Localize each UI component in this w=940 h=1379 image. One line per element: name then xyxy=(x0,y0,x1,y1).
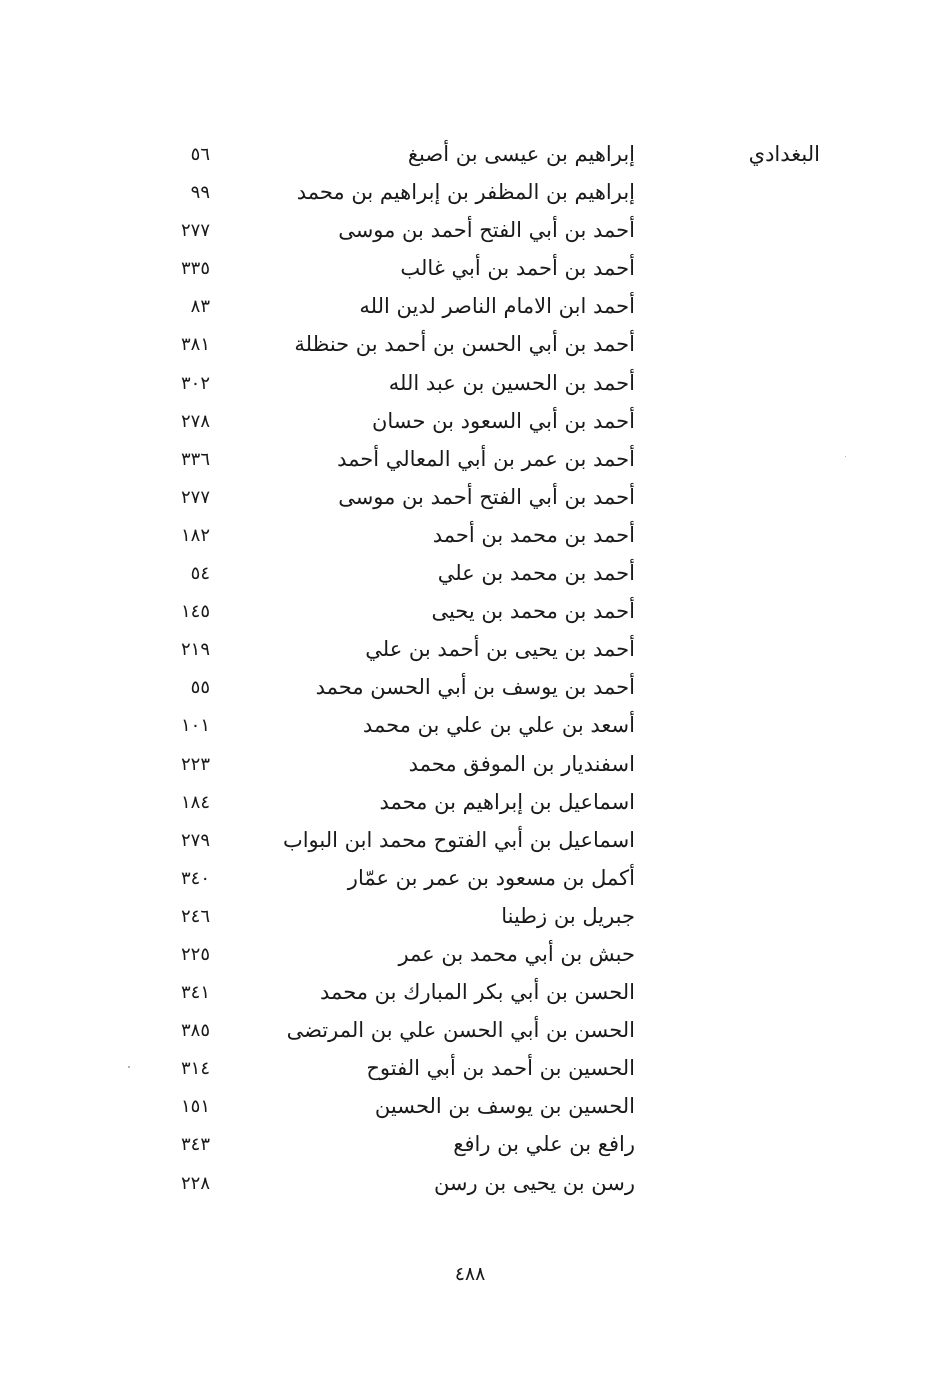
index-entry xyxy=(150,938,635,976)
entry-name: الحسن بن أبي الحسن علي بن المرتضى xyxy=(286,1018,635,1043)
index-entry xyxy=(150,862,635,900)
entry-name: الحسن بن أبي بكر المبارك بن محمد xyxy=(320,980,635,1005)
entry-name: إبراهيم بن عيسى بن أصبغ xyxy=(407,142,635,166)
index-entry xyxy=(150,443,635,481)
index-entry xyxy=(150,328,635,366)
entry-page-ref: ١٨٤ xyxy=(180,791,210,813)
index-entry xyxy=(150,976,635,1014)
entry-page-ref: ٣٠٢ xyxy=(180,372,210,394)
entry-name: جبريل بن زطينا xyxy=(501,903,635,928)
index-entry xyxy=(150,671,635,709)
entry-name: إبراهيم بن المظفر بن إبراهيم بن محمد xyxy=(296,180,635,205)
entry-name: أكمل بن مسعود بن عمر بن عمّار xyxy=(347,865,635,890)
entry-page-ref: ٢٧٧ xyxy=(180,486,210,508)
index-entry xyxy=(150,786,635,824)
entry-page-ref: ٢٧٧ xyxy=(180,220,210,242)
index-entry xyxy=(150,290,635,328)
entry-name: أحمد بن أبي الفتح أحمد بن موسى xyxy=(338,218,635,243)
entry-name: حبش بن أبي محمد بن عمر xyxy=(398,941,635,966)
entry-name: اسماعيل بن إبراهيم بن محمد xyxy=(379,789,635,814)
entry-name: أحمد بن أبي السعود بن حسان xyxy=(371,408,635,433)
entry-page-ref: ٨٣ xyxy=(190,296,210,318)
entry-page-ref: ٢٢٣ xyxy=(180,753,210,775)
index-entry xyxy=(150,1128,635,1166)
index-entry xyxy=(150,900,635,938)
entry-page-ref: ٣٤٠ xyxy=(180,867,210,889)
entry-page-ref: ٣٣٥ xyxy=(180,258,210,280)
scan-speck xyxy=(128,1066,130,1068)
entry-name: اسماعيل بن أبي الفتوح محمد ابن البواب xyxy=(282,827,635,852)
entry-name: أحمد بن الحسين بن عبد الله xyxy=(388,370,635,395)
index-entry xyxy=(150,214,635,252)
entry-page-ref: ٥٤ xyxy=(190,563,210,585)
entry-page-ref: ٣١٤ xyxy=(180,1058,210,1080)
section-label: البغدادي xyxy=(748,142,820,166)
index-entries-list xyxy=(150,138,635,1205)
entry-name: أحمد بن محمد بن يحيى xyxy=(431,599,635,624)
entry-page-ref: ٩٩ xyxy=(190,182,210,204)
entry-page-ref: ٢٧٩ xyxy=(180,829,210,851)
entry-page-ref: ١٠١ xyxy=(180,715,210,737)
entry-page-ref: ١٤٥ xyxy=(180,601,210,623)
scan-speck xyxy=(845,456,846,457)
entry-name: أحمد بن أبي الفتح أحمد بن موسى xyxy=(338,484,635,509)
index-entry xyxy=(150,748,635,786)
page-number: ٤٨٨ xyxy=(454,1263,486,1285)
entry-name: الحسين بن يوسف بن الحسين xyxy=(374,1094,635,1119)
index-entry xyxy=(150,481,635,519)
entry-page-ref: ٣٤١ xyxy=(180,982,210,1004)
entry-page-ref: ٢٢٨ xyxy=(180,1172,210,1194)
entry-page-ref: ٥٦ xyxy=(190,144,210,165)
entry-page-ref: ٣٨٥ xyxy=(180,1020,210,1042)
entry-name: الحسين بن أحمد بن أبي الفتوح xyxy=(366,1056,635,1081)
entry-name: أسعد بن علي بن علي بن محمد xyxy=(362,713,635,738)
entry-name: اسفنديار بن الموفق محمد xyxy=(408,751,635,776)
index-entry xyxy=(150,138,635,176)
index-entry xyxy=(150,557,635,595)
index-entry xyxy=(150,709,635,747)
entry-page-ref: ١٥١ xyxy=(180,1096,210,1118)
index-entry xyxy=(150,1090,635,1128)
index-entry xyxy=(150,1167,635,1205)
entry-name: أحمد بن محمد بن أحمد xyxy=(432,522,635,547)
entry-name: رافع بن علي بن رافع xyxy=(453,1132,635,1157)
index-entry xyxy=(150,824,635,862)
entry-page-ref: ١٨٢ xyxy=(180,524,210,546)
entry-page-ref: ٢١٩ xyxy=(180,639,210,661)
entry-name: أحمد بن محمد بن علي xyxy=(437,561,635,586)
entry-name: أحمد بن يوسف بن أبي الحسن محمد xyxy=(315,675,635,700)
entry-name: أحمد بن أحمد بن أبي غالب xyxy=(400,256,635,281)
entry-page-ref: ٣٤٣ xyxy=(180,1134,210,1156)
entry-name: رسن بن يحيى بن رسن xyxy=(433,1170,635,1195)
entry-name: أحمد بن يحيى بن أحمد بن علي xyxy=(365,637,635,662)
entry-name: أحمد ابن الامام الناصر لدين الله xyxy=(359,294,635,319)
index-entry xyxy=(150,633,635,671)
index-entry xyxy=(150,367,635,405)
entry-page-ref: ٥٥ xyxy=(190,677,210,699)
index-entry xyxy=(150,595,635,633)
index-entry xyxy=(150,519,635,557)
index-entry xyxy=(150,176,635,214)
entry-page-ref: ٢٢٥ xyxy=(180,943,210,965)
entry-page-ref: ٣٣٦ xyxy=(180,448,210,470)
index-entry xyxy=(150,405,635,443)
index-entry xyxy=(150,1052,635,1090)
entry-page-ref: ٣٨١ xyxy=(180,334,210,356)
entry-page-ref: ٢٤٦ xyxy=(180,905,210,927)
index-entry xyxy=(150,1014,635,1052)
entry-name: أحمد بن عمر بن أبي المعالي أحمد xyxy=(337,446,635,471)
index-entry xyxy=(150,252,635,290)
entry-name: أحمد بن أبي الحسن بن أحمد بن حنظلة xyxy=(294,332,635,357)
entry-page-ref: ٢٧٨ xyxy=(180,410,210,432)
